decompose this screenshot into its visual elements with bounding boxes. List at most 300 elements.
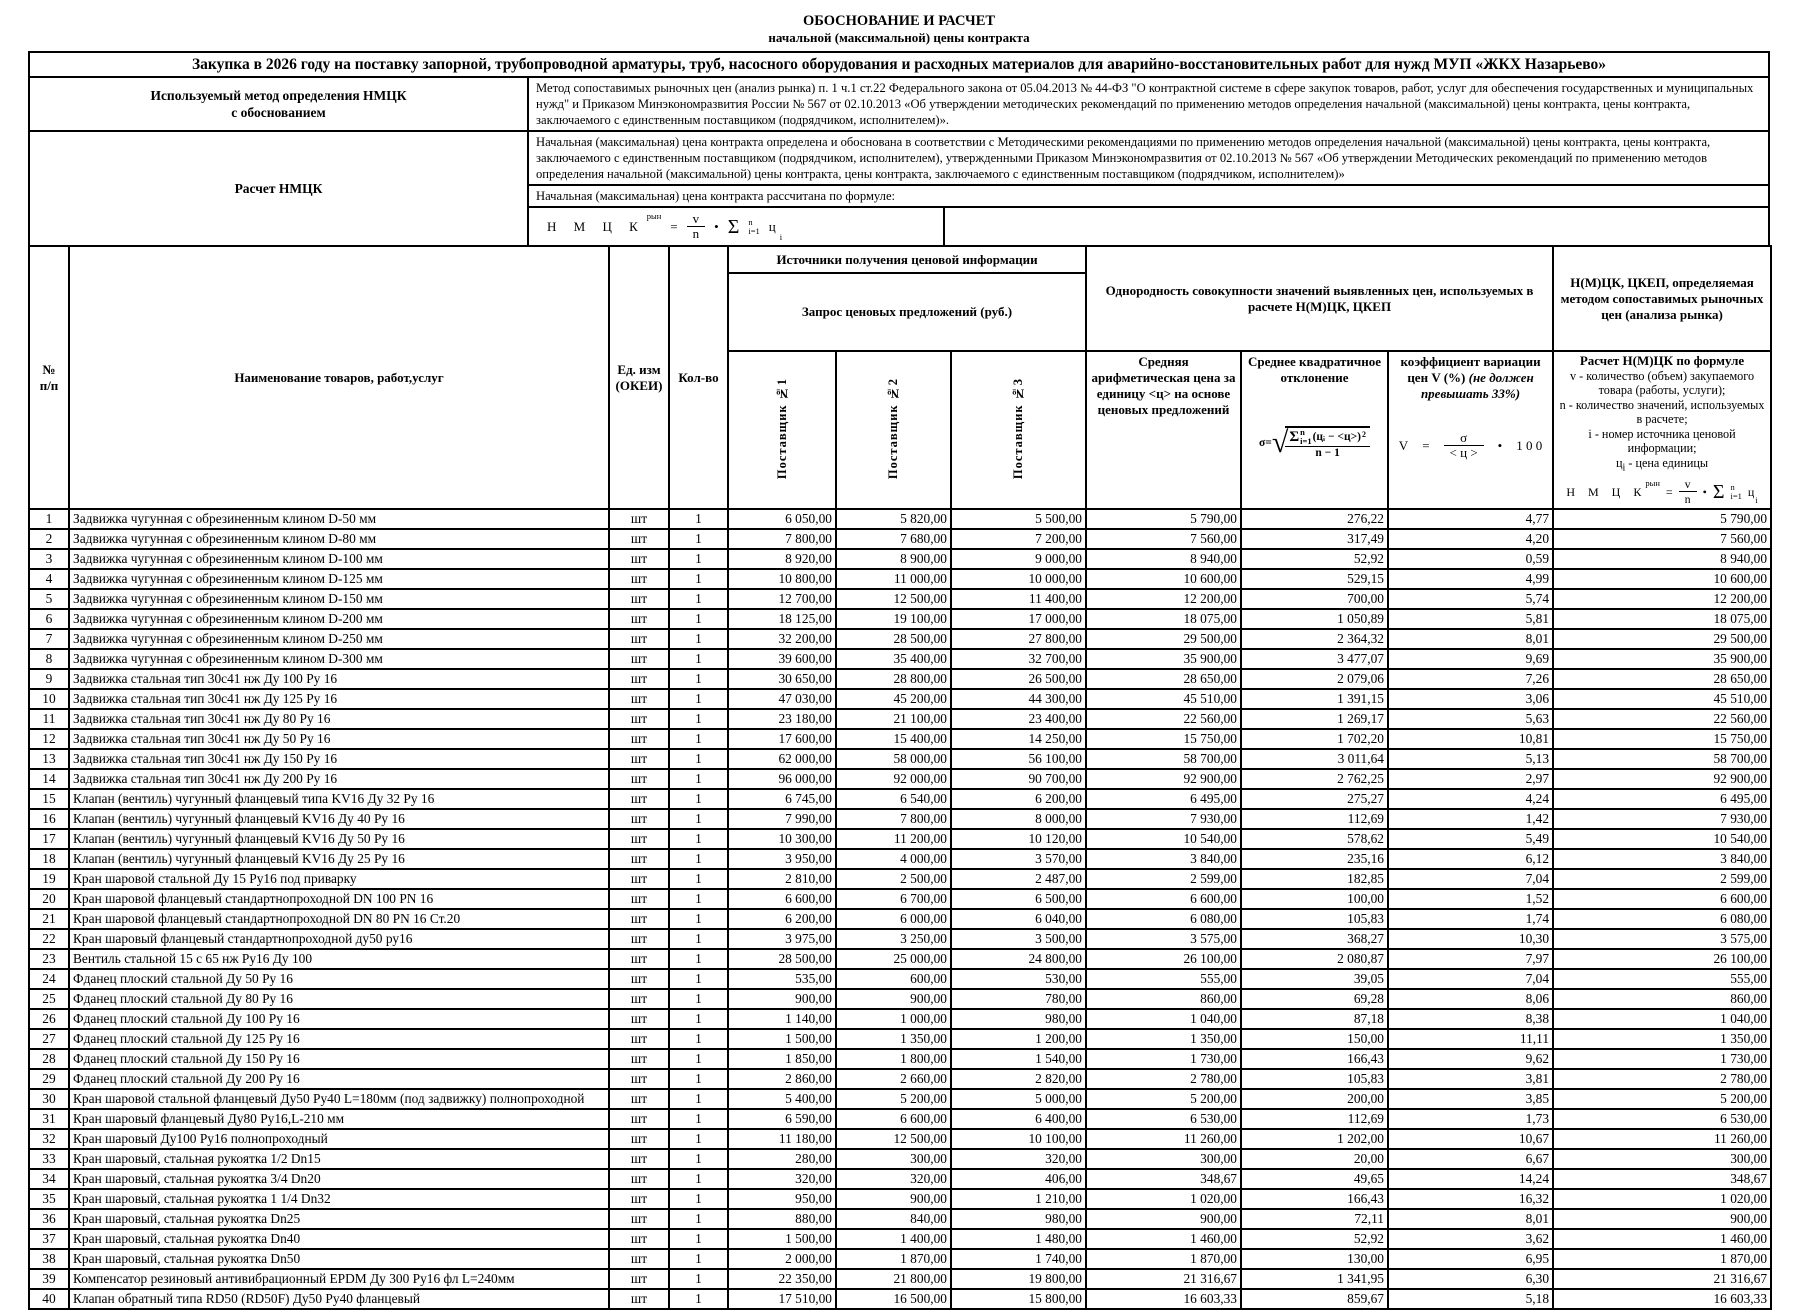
cell-qty: 1 — [669, 1069, 728, 1089]
cell-nmck: 6 080,00 — [1553, 909, 1771, 929]
cell-p3: 980,00 — [951, 1009, 1086, 1029]
cell-sd: 52,92 — [1241, 549, 1388, 569]
cell-avg: 1 350,00 — [1086, 1029, 1241, 1049]
cell-p3: 1 210,00 — [951, 1189, 1086, 1209]
cell-unit: шт — [609, 1249, 669, 1269]
cell-n: 18 — [29, 849, 69, 869]
cell-n: 8 — [29, 649, 69, 669]
cell-name: Задвижка чугунная с обрезиненным клином D-150 мм — [69, 589, 609, 609]
item-row — [29, 1129, 1771, 1149]
nmck-formula-row — [529, 206, 1768, 245]
cell-n: 4 — [29, 569, 69, 589]
cell-avg: 2 599,00 — [1086, 869, 1241, 889]
cell-name: Задвижка стальная тип 30с41 нж Ду 100 Ру 16 — [69, 669, 609, 689]
col-header-qty: Кол-во — [669, 246, 728, 509]
cell-name: Кран шаровой фланцевый стандартнопроходной DN 100 PN 16 — [69, 889, 609, 909]
cell-n: 31 — [29, 1109, 69, 1129]
cell-p2: 15 400,00 — [836, 729, 951, 749]
cell-p3: 2 820,00 — [951, 1069, 1086, 1089]
cell-qty: 1 — [669, 669, 728, 689]
cell-nmck: 1 350,00 — [1553, 1029, 1771, 1049]
cell-n: 11 — [29, 709, 69, 729]
cell-p3: 2 487,00 — [951, 869, 1086, 889]
cell-n: 28 — [29, 1049, 69, 1069]
cell-sd: 105,83 — [1241, 1069, 1388, 1089]
cell-unit: шт — [609, 969, 669, 989]
cell-sd: 112,69 — [1241, 809, 1388, 829]
cell-p1: 2 810,00 — [728, 869, 836, 889]
cell-name: Задвижка чугунная с обрезиненным клином D-125 мм — [69, 569, 609, 589]
cell-p2: 2 500,00 — [836, 869, 951, 889]
cell-p1: 11 180,00 — [728, 1129, 836, 1149]
cell-n: 17 — [29, 829, 69, 849]
cell-p2: 92 000,00 — [836, 769, 951, 789]
cell-qty: 1 — [669, 689, 728, 709]
cell-p3: 10 000,00 — [951, 569, 1086, 589]
cell-nmck: 900,00 — [1553, 1209, 1771, 1229]
col-header-sd: Среднее квадратичное отклонение σ= √ Σ n i=1 (цᵢ − <ц>) 2 n − 1 — [1241, 351, 1388, 509]
cell-avg: 21 316,67 — [1086, 1269, 1241, 1289]
cell-p2: 12 500,00 — [836, 1129, 951, 1149]
cell-n: 3 — [29, 549, 69, 569]
cell-n: 15 — [29, 789, 69, 809]
cell-p3: 24 800,00 — [951, 949, 1086, 969]
cell-nmck: 16 603,33 — [1553, 1289, 1771, 1309]
cell-unit: шт — [609, 649, 669, 669]
cell-name: Клапан обратный типа RD50 (RD50F) Ду50 Ру40 фланцевый — [69, 1289, 609, 1309]
cell-n: 2 — [29, 529, 69, 549]
cell-avg: 2 780,00 — [1086, 1069, 1241, 1089]
cell-v: 6,95 — [1388, 1249, 1553, 1269]
cell-qty: 1 — [669, 729, 728, 749]
cell-qty: 1 — [669, 849, 728, 869]
cell-v: 11,11 — [1388, 1029, 1553, 1049]
cell-avg: 28 650,00 — [1086, 669, 1241, 689]
item-row — [29, 1149, 1771, 1169]
cell-name: Задвижка чугунная с обрезиненным клином D-100 мм — [69, 549, 609, 569]
cell-p3: 1 540,00 — [951, 1049, 1086, 1069]
cell-nmck: 6 600,00 — [1553, 889, 1771, 909]
cell-avg: 22 560,00 — [1086, 709, 1241, 729]
cell-p1: 10 300,00 — [728, 829, 836, 849]
item-row — [29, 829, 1771, 849]
variation-formula: V = $\frac{\sigma}{< ц >}$ • 1 0 0 — [1398, 430, 1543, 460]
cell-p1: 2 860,00 — [728, 1069, 836, 1089]
cell-p3: 6 200,00 — [951, 789, 1086, 809]
cell-nmck: 2 599,00 — [1553, 869, 1771, 889]
cell-sd: 87,18 — [1241, 1009, 1388, 1029]
cell-n: 9 — [29, 669, 69, 689]
cell-unit: шт — [609, 629, 669, 649]
cell-name: Кран шаровой стальной фланцевый Ду50 Ру40 L=180мм (под задвижку) полнопроходной — [69, 1089, 609, 1109]
cell-nmck: 3 840,00 — [1553, 849, 1771, 869]
cell-sd: 166,43 — [1241, 1049, 1388, 1069]
col-header-sources: Источники получения ценовой информации — [728, 246, 1086, 273]
cell-qty: 1 — [669, 769, 728, 789]
cell-sd: 578,62 — [1241, 829, 1388, 849]
cell-name: Кран шаровый, стальная рукоятка Dn40 — [69, 1229, 609, 1249]
cell-v: 0,59 — [1388, 549, 1553, 569]
cell-sd: 700,00 — [1241, 589, 1388, 609]
cell-qty: 1 — [669, 1249, 728, 1269]
cell-unit: шт — [609, 1189, 669, 1209]
cell-n: 1 — [29, 509, 69, 529]
cell-avg: 860,00 — [1086, 989, 1241, 1009]
col-header-avg: Средняя арифметическая цена за единицу <ц> на основе ценовых предложений — [1086, 351, 1241, 509]
item-row — [29, 1069, 1771, 1089]
cell-p2: 21 100,00 — [836, 709, 951, 729]
cell-avg: 5 200,00 — [1086, 1089, 1241, 1109]
cell-p2: 35 400,00 — [836, 649, 951, 669]
cell-p3: 980,00 — [951, 1209, 1086, 1229]
cell-unit: шт — [609, 509, 669, 529]
cell-p1: 47 030,00 — [728, 689, 836, 709]
cell-n: 16 — [29, 809, 69, 829]
cell-p1: 10 800,00 — [728, 569, 836, 589]
cell-nmck: 7 560,00 — [1553, 529, 1771, 549]
item-row — [29, 1049, 1771, 1069]
cell-p3: 44 300,00 — [951, 689, 1086, 709]
cell-p1: 1 140,00 — [728, 1009, 836, 1029]
cell-name: Задвижка стальная тип 30с41 нж Ду 50 Ру 16 — [69, 729, 609, 749]
cell-nmck: 10 540,00 — [1553, 829, 1771, 849]
cell-name: Кран шаровый фланцевый Ду80 Ру16,L-210 мм — [69, 1109, 609, 1129]
cell-p2: 6 700,00 — [836, 889, 951, 909]
cell-qty: 1 — [669, 1149, 728, 1169]
cell-name: Кран шаровый фланцевый стандартнопроходной ду50 ру16 — [69, 929, 609, 949]
cell-unit: шт — [609, 1229, 669, 1249]
cell-sd: 166,43 — [1241, 1189, 1388, 1209]
cell-p2: 840,00 — [836, 1209, 951, 1229]
cell-unit: шт — [609, 529, 669, 549]
cell-name: Фданец плоский стальной Ду 80 Ру 16 — [69, 989, 609, 1009]
cell-qty: 1 — [669, 1129, 728, 1149]
cell-avg: 1 460,00 — [1086, 1229, 1241, 1249]
cell-p3: 6 040,00 — [951, 909, 1086, 929]
cell-p2: 1 870,00 — [836, 1249, 951, 1269]
cell-name: Компенсатор резиновый антивибрационный EPDM Ду 300 Ру16 фл L=240мм — [69, 1269, 609, 1289]
cell-nmck: 1 020,00 — [1553, 1189, 1771, 1209]
cell-unit: шт — [609, 829, 669, 849]
cell-name: Фданец плоский стальной Ду 150 Ру 16 — [69, 1049, 609, 1069]
cell-qty: 1 — [669, 1029, 728, 1049]
item-row — [29, 589, 1771, 609]
item-row — [29, 529, 1771, 549]
cell-p3: 530,00 — [951, 969, 1086, 989]
cell-avg: 3 840,00 — [1086, 849, 1241, 869]
cell-name: Кран шаровый, стальная рукоятка 1/2 Dn15 — [69, 1149, 609, 1169]
cell-p1: 5 400,00 — [728, 1089, 836, 1109]
cell-qty: 1 — [669, 1209, 728, 1229]
cell-avg: 6 495,00 — [1086, 789, 1241, 809]
cell-unit: шт — [609, 1009, 669, 1029]
col-header-calc: Расчет Н(М)ЦК по формуле v - количество (объем) закупаемого товара (работы, услуги); n - количество значений, используемых в расчете; i - номер источника ценовой информации; $ц_i$ - цена единицы Н М Ц К $^{рын}$ = $\frac{v}{n}$ • Σ n i=1 ц $_i$ — [1553, 351, 1771, 509]
cell-unit: шт — [609, 989, 669, 1009]
cell-p1: 1 500,00 — [728, 1029, 836, 1049]
cell-unit: шт — [609, 889, 669, 909]
cell-sd: 1 202,00 — [1241, 1129, 1388, 1149]
cell-p1: 22 350,00 — [728, 1269, 836, 1289]
cell-p2: 300,00 — [836, 1149, 951, 1169]
cell-p3: 23 400,00 — [951, 709, 1086, 729]
cell-nmck: 58 700,00 — [1553, 749, 1771, 769]
cell-name: Клапан (вентиль) чугунный фланцевый KV16 Ду 50 Ру 16 — [69, 829, 609, 849]
cell-v: 10,30 — [1388, 929, 1553, 949]
cell-name: Кран шаровой фланцевый стандартнопроходной DN 80 PN 16 Ст.20 — [69, 909, 609, 929]
cell-v: 3,85 — [1388, 1089, 1553, 1109]
cell-v: 8,38 — [1388, 1009, 1553, 1029]
cell-unit: шт — [609, 709, 669, 729]
item-row — [29, 609, 1771, 629]
cell-p2: 12 500,00 — [836, 589, 951, 609]
cell-n: 39 — [29, 1269, 69, 1289]
cell-v: 7,04 — [1388, 869, 1553, 889]
col-header-variation: коэффициент вариации цен V (%) (не должен превышать 33%) V = $\frac{\sigma}{< ц >}$ • 1 0 0 — [1388, 351, 1553, 509]
cell-v: 1,52 — [1388, 889, 1553, 909]
item-row — [29, 689, 1771, 709]
cell-p1: 23 180,00 — [728, 709, 836, 729]
cell-p1: 28 500,00 — [728, 949, 836, 969]
cell-v: 10,81 — [1388, 729, 1553, 749]
cell-p2: 11 000,00 — [836, 569, 951, 589]
empty-cell — [945, 208, 1768, 245]
cell-p1: 17 510,00 — [728, 1289, 836, 1309]
cell-p3: 1 480,00 — [951, 1229, 1086, 1249]
cell-p1: 900,00 — [728, 989, 836, 1009]
cell-v: 1,73 — [1388, 1109, 1553, 1129]
nmck-formula: Н М Ц К $^{рын}$ = $\frac{v}{n}$ • Σ n i=1 ц $_i$ — [1566, 477, 1758, 507]
cell-avg: 18 075,00 — [1086, 609, 1241, 629]
cell-unit: шт — [609, 909, 669, 929]
cell-p1: 7 800,00 — [728, 529, 836, 549]
cell-p3: 27 800,00 — [951, 629, 1086, 649]
cell-n: 37 — [29, 1229, 69, 1249]
cell-n: 32 — [29, 1129, 69, 1149]
cell-avg: 29 500,00 — [1086, 629, 1241, 649]
cell-qty: 1 — [669, 989, 728, 1009]
cell-unit: шт — [609, 669, 669, 689]
item-row — [29, 1209, 1771, 1229]
cell-sd: 529,15 — [1241, 569, 1388, 589]
cell-unit: шт — [609, 1089, 669, 1109]
cell-p1: 880,00 — [728, 1209, 836, 1229]
items-body — [29, 509, 1771, 1309]
cell-qty: 1 — [669, 1049, 728, 1069]
cell-sd: 1 269,17 — [1241, 709, 1388, 729]
cell-avg: 6 600,00 — [1086, 889, 1241, 909]
cell-p1: 12 700,00 — [728, 589, 836, 609]
cell-name: Задвижка стальная тип 30с41 нж Ду 125 Ру 16 — [69, 689, 609, 709]
cell-p3: 7 200,00 — [951, 529, 1086, 549]
cell-avg: 6 080,00 — [1086, 909, 1241, 929]
method-label-line2: с обоснованием — [231, 105, 326, 120]
cell-v: 16,32 — [1388, 1189, 1553, 1209]
cell-avg: 7 560,00 — [1086, 529, 1241, 549]
cell-n: 12 — [29, 729, 69, 749]
cell-avg: 35 900,00 — [1086, 649, 1241, 669]
cell-p2: 25 000,00 — [836, 949, 951, 969]
cell-sd: 2 364,32 — [1241, 629, 1388, 649]
cell-qty: 1 — [669, 529, 728, 549]
cell-v: 3,81 — [1388, 1069, 1553, 1089]
cell-v: 8,01 — [1388, 629, 1553, 649]
cell-unit: шт — [609, 1109, 669, 1129]
cell-p2: 1 000,00 — [836, 1009, 951, 1029]
cell-nmck: 11 260,00 — [1553, 1129, 1771, 1149]
item-row — [29, 1009, 1771, 1029]
procurement-title: Закупка в 2026 году на поставку запорной, трубопроводной арматуры, труб, насосного оборудования и расходных материалов для аварийно-восстановительных работ для нужд МУП «ЖКХ Назарьево» — [29, 52, 1769, 77]
calc-label: Расчет НМЦК — [29, 131, 528, 246]
cell-v: 2,97 — [1388, 769, 1553, 789]
cell-sd: 859,67 — [1241, 1289, 1388, 1309]
item-row — [29, 909, 1771, 929]
item-row — [29, 929, 1771, 949]
cell-p3: 9 000,00 — [951, 549, 1086, 569]
cell-p1: 17 600,00 — [728, 729, 836, 749]
cell-sd: 72,11 — [1241, 1209, 1388, 1229]
cell-unit: шт — [609, 549, 669, 569]
cell-unit: шт — [609, 689, 669, 709]
cell-nmck: 3 575,00 — [1553, 929, 1771, 949]
cell-nmck: 92 900,00 — [1553, 769, 1771, 789]
cell-sd: 1 341,95 — [1241, 1269, 1388, 1289]
cell-nmck: 860,00 — [1553, 989, 1771, 1009]
cell-p3: 1 740,00 — [951, 1249, 1086, 1269]
cell-p1: 8 920,00 — [728, 549, 836, 569]
cell-n: 20 — [29, 889, 69, 909]
cell-sd: 235,16 — [1241, 849, 1388, 869]
cell-p1: 320,00 — [728, 1169, 836, 1189]
cell-nmck: 348,67 — [1553, 1169, 1771, 1189]
cell-sd: 20,00 — [1241, 1149, 1388, 1169]
cell-qty: 1 — [669, 749, 728, 769]
item-row — [29, 569, 1771, 589]
col-header-unit: Ед. изм (ОКЕИ) — [609, 246, 669, 509]
cell-qty: 1 — [669, 1109, 728, 1129]
cell-qty: 1 — [669, 809, 728, 829]
cell-p2: 5 820,00 — [836, 509, 951, 529]
cell-name: Задвижка стальная тип 30с41 нж Ду 150 Ру 16 — [69, 749, 609, 769]
cell-p3: 10 100,00 — [951, 1129, 1086, 1149]
cell-sd: 49,65 — [1241, 1169, 1388, 1189]
cell-sd: 39,05 — [1241, 969, 1388, 989]
item-row — [29, 849, 1771, 869]
calc-block — [528, 131, 1769, 246]
item-row — [29, 789, 1771, 809]
cell-nmck: 22 560,00 — [1553, 709, 1771, 729]
doc-title: ОБОСНОВАНИЕ И РАСЧЕТ — [802, 13, 996, 29]
cell-sd: 100,00 — [1241, 889, 1388, 909]
cell-v: 5,13 — [1388, 749, 1553, 769]
cell-v: 4,20 — [1388, 529, 1553, 549]
cell-nmck: 1 040,00 — [1553, 1009, 1771, 1029]
cell-nmck: 1 870,00 — [1553, 1249, 1771, 1269]
col-header-supplier2: Поставщик №2 — [836, 351, 951, 509]
cell-n: 19 — [29, 869, 69, 889]
cell-p3: 19 800,00 — [951, 1269, 1086, 1289]
cell-qty: 1 — [669, 709, 728, 729]
cell-v: 1,74 — [1388, 909, 1553, 929]
cell-n: 26 — [29, 1009, 69, 1029]
cell-nmck: 15 750,00 — [1553, 729, 1771, 749]
cell-v: 3,06 — [1388, 689, 1553, 709]
cell-p2: 11 200,00 — [836, 829, 951, 849]
cell-qty: 1 — [669, 509, 728, 529]
cell-avg: 3 575,00 — [1086, 929, 1241, 949]
cell-n: 30 — [29, 1089, 69, 1109]
cell-p1: 535,00 — [728, 969, 836, 989]
nmck-formula: Н М Ц К $^{рын}$ = $\frac{v}{n}$ • Σ n i=1 ц $_i$ — [547, 211, 783, 242]
method-text: Метод сопоставимых рыночных цен (анализ рынка) п. 1 ч.1 ст.22 Федерального закона от 05.04.2013 № 44-ФЗ "О контрактной системе в сфере закупок товаров, работ, услуг для обеспечения государственных и муниципальных нужд" и Приказом Минэкономразвития России № 567 от 02.10.2013 «Об утверждении методических рекомендаций по применению методов определения начальной (максимальной) цены контракта, цены контракта, заключаемого с единственным поставщиком (подрядчиком, исполнителем)». — [528, 77, 1769, 131]
cell-name: Задвижка стальная тип 30с41 нж Ду 200 Ру 16 — [69, 769, 609, 789]
cell-n: 24 — [29, 969, 69, 989]
cell-unit: шт — [609, 1209, 669, 1229]
cell-avg: 300,00 — [1086, 1149, 1241, 1169]
cell-p1: 39 600,00 — [728, 649, 836, 669]
cell-p2: 21 800,00 — [836, 1269, 951, 1289]
cell-unit: шт — [609, 569, 669, 589]
cell-p2: 4 000,00 — [836, 849, 951, 869]
cell-unit: шт — [609, 589, 669, 609]
cell-v: 14,24 — [1388, 1169, 1553, 1189]
item-row — [29, 1029, 1771, 1049]
cell-nmck: 35 900,00 — [1553, 649, 1771, 669]
cell-sd: 3 477,07 — [1241, 649, 1388, 669]
item-row — [29, 889, 1771, 909]
cell-p1: 6 745,00 — [728, 789, 836, 809]
cell-nmck: 45 510,00 — [1553, 689, 1771, 709]
cell-avg: 16 603,33 — [1086, 1289, 1241, 1309]
cell-v: 5,63 — [1388, 709, 1553, 729]
cell-unit: шт — [609, 869, 669, 889]
cell-avg: 11 260,00 — [1086, 1129, 1241, 1149]
cell-v: 6,67 — [1388, 1149, 1553, 1169]
cell-qty: 1 — [669, 629, 728, 649]
nmck-method-table — [28, 51, 1770, 247]
cell-avg: 555,00 — [1086, 969, 1241, 989]
cell-v: 7,26 — [1388, 669, 1553, 689]
cell-avg: 7 930,00 — [1086, 809, 1241, 829]
cell-name: Фданец плоский стальной Ду 50 Ру 16 — [69, 969, 609, 989]
cell-name: Задвижка стальная тип 30с41 нж Ду 80 Ру 16 — [69, 709, 609, 729]
cell-nmck: 300,00 — [1553, 1149, 1771, 1169]
col-header-request: Запрос ценовых предложений (руб.) — [728, 273, 1086, 351]
cell-n: 21 — [29, 909, 69, 929]
cell-nmck: 28 650,00 — [1553, 669, 1771, 689]
cell-p2: 3 250,00 — [836, 929, 951, 949]
cell-p2: 6 540,00 — [836, 789, 951, 809]
cell-n: 40 — [29, 1289, 69, 1309]
cell-p1: 950,00 — [728, 1189, 836, 1209]
cell-p1: 6 600,00 — [728, 889, 836, 909]
cell-qty: 1 — [669, 549, 728, 569]
cell-p1: 96 000,00 — [728, 769, 836, 789]
cell-avg: 92 900,00 — [1086, 769, 1241, 789]
cell-unit: шт — [609, 929, 669, 949]
item-row — [29, 549, 1771, 569]
cell-avg: 10 600,00 — [1086, 569, 1241, 589]
cell-unit: шт — [609, 769, 669, 789]
cell-p1: 32 200,00 — [728, 629, 836, 649]
cell-unit: шт — [609, 1149, 669, 1169]
cell-unit: шт — [609, 1029, 669, 1049]
cell-sd: 52,92 — [1241, 1229, 1388, 1249]
cell-p1: 2 000,00 — [728, 1249, 836, 1269]
cell-unit: шт — [609, 949, 669, 969]
item-row — [29, 649, 1771, 669]
item-row — [29, 749, 1771, 769]
cell-qty: 1 — [669, 969, 728, 989]
